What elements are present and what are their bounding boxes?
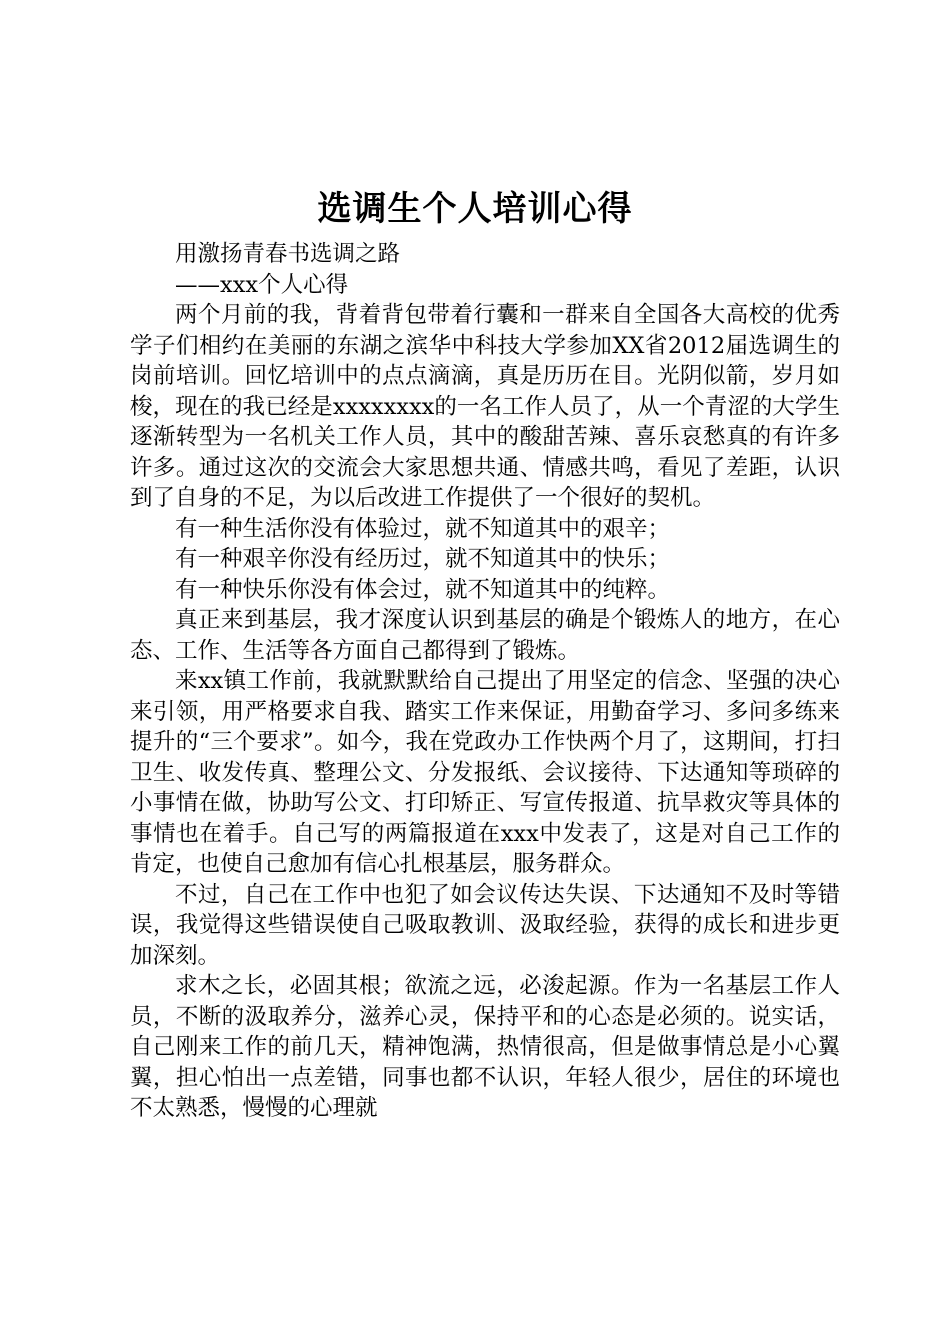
paragraph: 有一种生活你没有体验过，就不知道其中的艰辛； xyxy=(175,515,671,542)
paragraph: 不过，自己在工作中也犯了如会议传达失误、下达通知不及时等错误，我觉得这些错误使自己吸取教训、汲取经验，获得的成长和进步更加深刻。 xyxy=(130,881,840,969)
paragraph: 有一种快乐你没有体会过，就不知道其中的纯粹。 xyxy=(175,576,671,603)
paragraph: 求木之长，必固其根；欲流之远，必浚起源。作为一名基层工作人员，不断的汲取养分，滋养心灵，保持平和的心态是必须的。说实话，自己刚来工作的前几天，精神饱满，热情很高，但是做事情总是小心翼翼，担心怕出一点差错，同事也都不认识，年轻人很少，居住的环境也不太熟悉，慢慢的心理就 xyxy=(130,973,840,1121)
subtitle-line: 用激扬青春书选调之路 xyxy=(175,241,401,267)
author-line: ——xxx个人心得 xyxy=(175,271,349,298)
paragraph: 真正来到基层，我才深度认识到基层的确是个锻炼人的地方，在心态、工作、生活等各方面自己都得到了锻炼。 xyxy=(130,607,840,664)
paragraph: 两个月前的我，背着背包带着行囊和一群来自全国各大高校的优秀学子们相约在美丽的东湖之滨华中科技大学参加XX省2012届选调生的岗前培训。回忆培训中的点点滴滴，真是历历在目。光阴似箭，岁月如梭，现在的我已经是xxxxxxxx的一名工作人员了，从一个青涩的大学生逐渐转型为一名机关工作人员，其中的酸甜苦辣、喜乐哀愁真的有许多许多。通过这次的交流会大家思想共通、情感共鸣，看见了差距，认识到了自身的不足，为以后改进工作提供了一个很好的契机。 xyxy=(130,302,840,511)
paragraph: 来xx镇工作前，我就默默给自己提出了用坚定的信念、坚强的决心来引领，用严格要求自我、踏实工作来保证，用勤奋学习、多问多练来提升的“三个要求”。如今，我在党政办工作快两个月了，这期间，打扫卫生、收发传真、整理公文、分发报纸、会议接待、下达通知等琐碎的小事情在做，协助写公文、打印矫正、写宣传报道、抗旱救灾等具体的事情也在着手。自己写的两篇报道在xxx中发表了，这是对自己工作的肯定，也使自己愈加有信心扎根基层，服务群众。 xyxy=(130,668,840,877)
document-body xyxy=(130,239,840,1124)
paragraph: 有一种艰辛你没有经历过，就不知道其中的快乐； xyxy=(175,546,671,572)
document-title: 选调生个人培训心得 xyxy=(317,189,633,229)
